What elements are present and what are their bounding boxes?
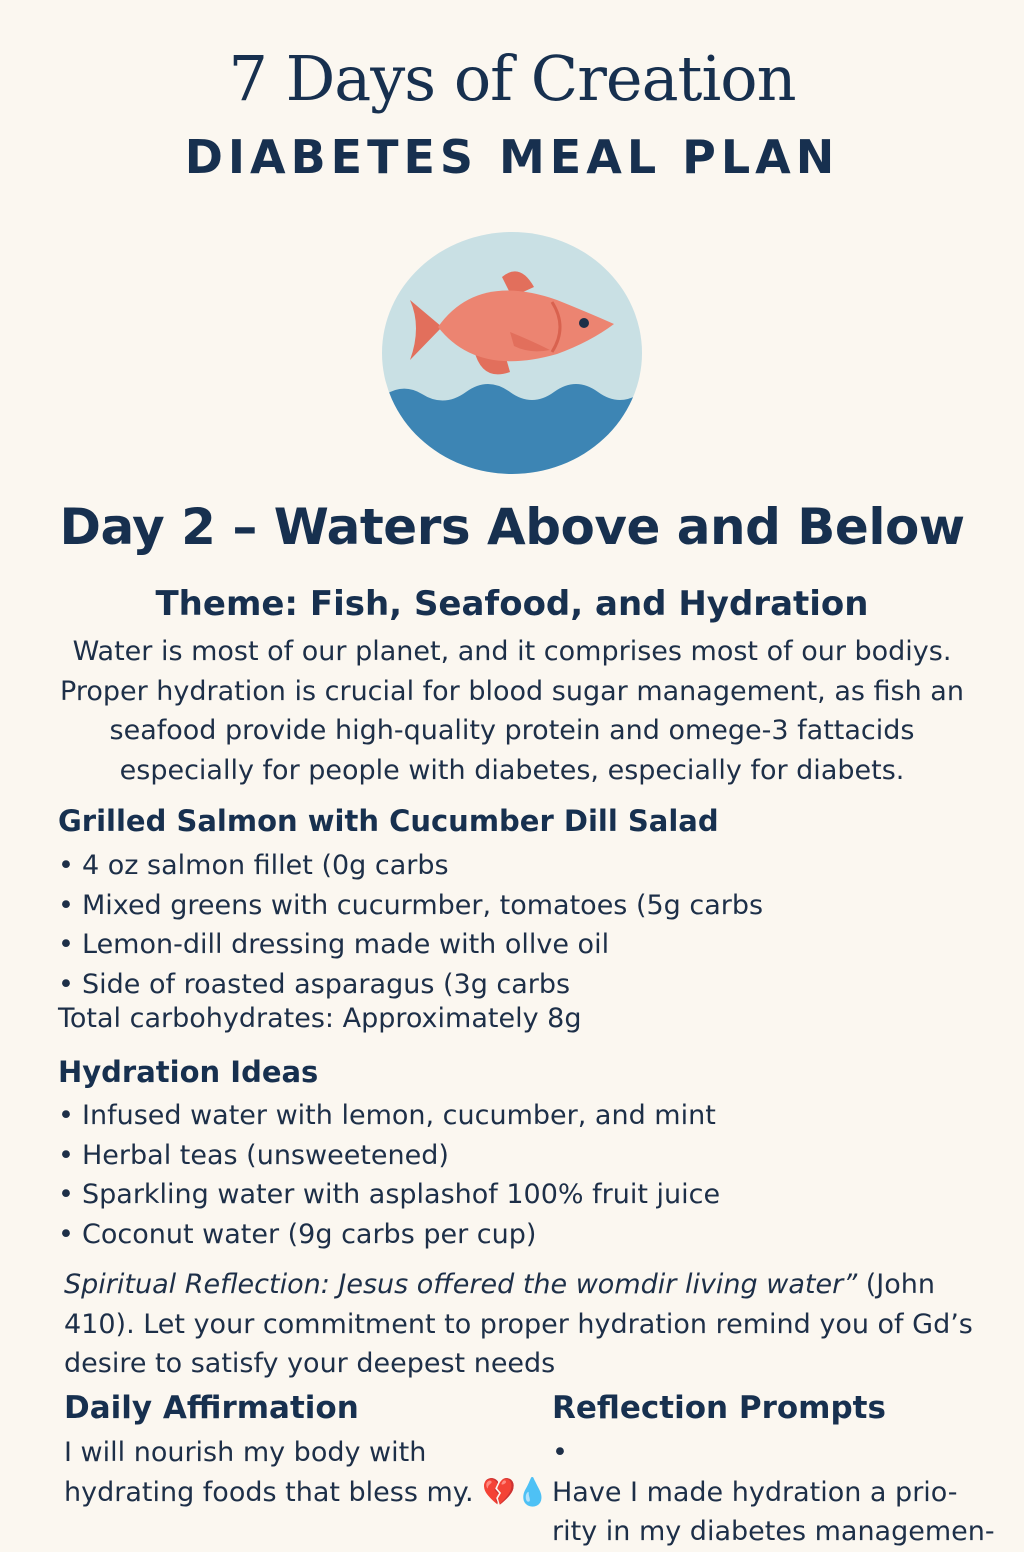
page-subtitle: DIABETES MEAL PLAN	[184, 130, 840, 184]
spiritual-reflection	[64, 1265, 984, 1384]
hydration-items-list	[58, 1096, 720, 1254]
prompts-list	[552, 1433, 1022, 1552]
reflection-line: desire to satisfy your deepest needs	[64, 1348, 556, 1379]
fish-over-waves-icon	[382, 232, 642, 474]
list-item: • Lemon-dill dressing made with ollve oil	[58, 925, 763, 965]
meal-heading: Grilled Salmon with Cucumber Dill Salad	[58, 804, 719, 838]
intro-line: especially for people with diabetes, especially for diabets.	[119, 754, 905, 786]
water-waves	[382, 384, 642, 474]
reflection-line	[64, 1265, 984, 1305]
intro-line: Proper hydration is crucial for blood sugar management, as fish an	[60, 675, 964, 707]
list-item: • Coconut water (9g carbs per cup)	[58, 1215, 720, 1255]
reflection-line: 410). Let your commitment to proper hydration remind you of Gd’s	[64, 1308, 973, 1340]
fish-eye	[579, 318, 589, 328]
page-title: 7 Days of Creation	[228, 42, 796, 115]
list-item: • Infused water with lemon, cucumber, and mint	[58, 1096, 720, 1136]
list-item: • Side of roasted asparagus (3g carbs	[58, 965, 763, 1005]
hydration-heading: Hydration Ideas	[58, 1055, 319, 1089]
heart-water-emoji-icon: 💔💧	[482, 1476, 550, 1508]
affirmation-line: I will nourish my body with	[64, 1437, 427, 1468]
meal-items-list	[58, 846, 763, 1004]
list-item: • Herbal teas (unsweetened)	[58, 1136, 720, 1176]
list-item: • Sparkling water with asplashof 100% fruit juice	[58, 1175, 720, 1215]
prompts-heading: Reflection Prompts	[552, 1390, 886, 1426]
affirmation-heading: Daily Affirmation	[64, 1390, 359, 1426]
list-item: • 4 oz salmon fillet (0g carbs	[58, 846, 763, 886]
intro-paragraph	[40, 632, 984, 790]
intro-line: seafood provide high-quality protein and omege-3 fattacids	[109, 715, 915, 746]
prompt-line: rity in my diabetes managemen-	[552, 1516, 995, 1547]
prompt-line: • Have I made hydration a prio-	[552, 1433, 1022, 1512]
affirmation-text	[64, 1433, 550, 1512]
reflection-citation: (John	[857, 1269, 936, 1300]
list-item: • Mixed greens with cucurmber, tomatoes (5g carbs	[58, 886, 763, 926]
reflection-quote: Spiritual Reflection: Jesus offered the womdir living water”	[64, 1269, 858, 1300]
day-heading: Day 2 – Waters Above and Below	[59, 498, 965, 556]
intro-line: Water is most of our planet, and it comprises most of our bodiys.	[72, 636, 952, 667]
bullet-icon: •	[552, 1437, 568, 1468]
affirmation-line: hydrating foods that bless my. 💔💧	[64, 1476, 550, 1508]
total-carbs: Total carbohydrates: Approximately 8g	[58, 1003, 582, 1034]
theme-heading: Theme: Fish, Seafood, and Hydration	[155, 584, 869, 624]
